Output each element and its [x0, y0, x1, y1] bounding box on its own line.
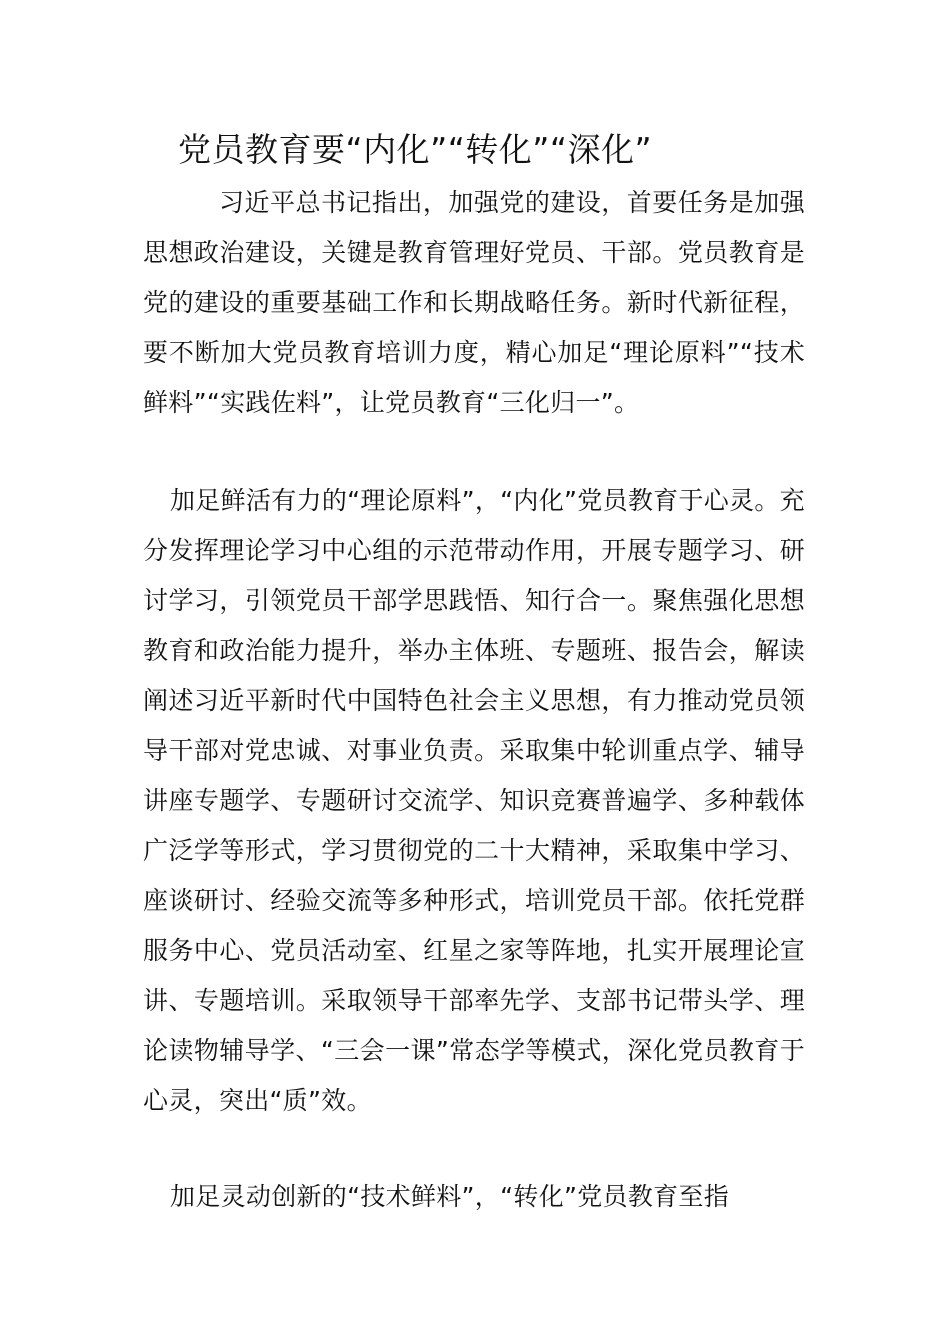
paragraph-theory: 加足鲜活有力的“理论原料”，“内化”党员教育于心灵。充分发挥理论学习中心组的示范带动作用，开展专题学习、研讨学习，引领党员干部学思践悟、知行合一。聚焦强化思想教育和政治能力提升，举办主体班、专题班、报告会，解读阐述习近平新时代中国特色社会主义思想，有力推动党员领导干部对党忠诚、对事业负责。采取集中轮训重点学、辅导讲座专题学、专题研讨交流学、知识竞赛普遍学、多种载体广泛学等形式，学习贯彻党的二十大精神，采取集中学习、座谈研讨、经验交流等多种形式，培训党员干部。依托党群服务中心、党员活动室、红星之家等阵地，扎实开展理论宣讲、专题培训。采取领导干部率先学、支部书记带头学、理论读物辅导学、“三会一课”常态学等模式，深化党员教育于心灵，突出“质”效。 — [143, 486, 805, 1115]
paragraph-technology: 加足灵动创新的“技术鲜料”，“转化”党员教育至指 — [170, 1182, 730, 1211]
paragraph-intro: 习近平总书记指出，加强党的建设，首要任务是加强思想政治建设，关键是教育管理好党员、干部。党员教育是党的建设的重要基础工作和长期战略任务。新时代新征程，要不断加大党员教育培训力度，精心加足“理论原料”“技术鲜料”“实践佐料”，让党员教育“三化归一”。 — [143, 188, 805, 417]
document-title: 党员教育要“内化”“转化”“深化” — [178, 130, 653, 169]
